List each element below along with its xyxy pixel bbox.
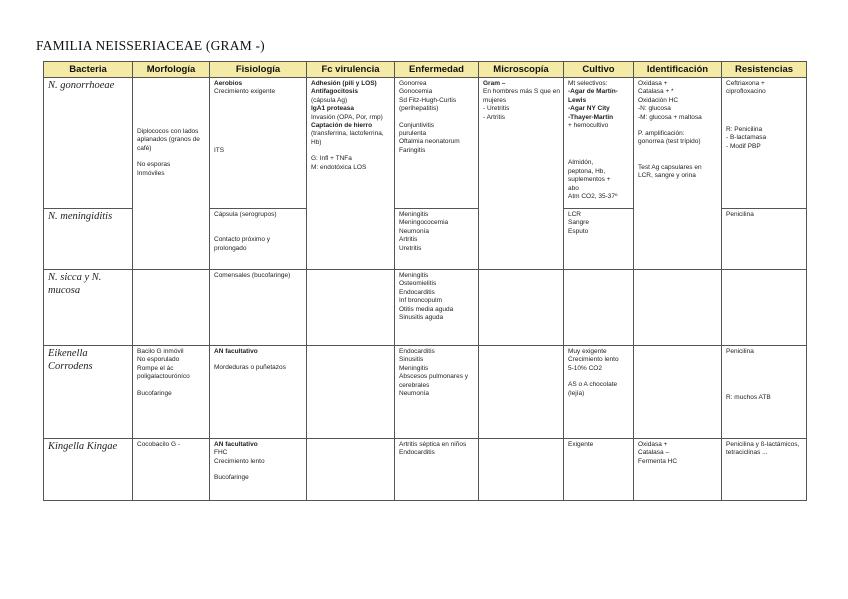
cell-line: Meningitis [399,211,429,218]
enfermedad-cell [395,439,479,501]
cell-line: Bacilo G inmóvil [137,348,184,355]
cell-line: M: endotóxica LOS [311,163,367,171]
enfermedad-cell [395,209,479,270]
cell-line: FHC [214,449,228,457]
cell-line: Bucofaringe [137,389,172,397]
cell-line: Exigente [568,441,594,448]
cell-line: Meningococemia [399,219,449,227]
cell-line: Uretritis [399,244,422,252]
cell-line: Ceftriaxona + [726,80,765,87]
cell-line: Meningitis [399,272,429,279]
fisiologia-cell [210,209,307,270]
virulencia-cell [307,439,395,501]
enfermedad-cell [395,270,479,346]
cell-line: + hemocultivo [568,122,609,130]
cell-line: tetraciclinas ... [726,449,768,457]
cell-line: Conjuntivitis [399,121,435,129]
cell-line: Otitis media aguda [399,305,454,313]
fisiologia-cell [210,439,307,501]
bacteria-name: Kingella Kingae [48,441,118,452]
cell-line: Cápsula (serogrupos) [214,211,277,218]
cell-line: Rompe el ác poligalactouróníco [137,364,190,381]
cell-line: suplementos + [568,176,611,184]
cell-line: Oxidación HC [638,96,679,104]
cell-line: Adhesión (pili y LOS) [311,80,377,87]
cell-line: - Modif PBP [726,142,761,150]
cell-line: Atm CO2, 35-37º [568,193,618,201]
document-title: FAMILIA NEISSERIACEAE (GRAM -) [36,38,265,53]
cell-line: AN facultativo [214,441,258,448]
cell-line: -Agar NY City [568,105,610,113]
resistencias-cell [722,270,807,346]
cell-line: abo [568,184,579,192]
cell-line: Antifagocitosis [311,88,358,96]
cell-line: Captación de hierro [311,122,373,130]
header-fisiologia: Fisiología [210,62,307,78]
morfologia-cell [133,270,210,346]
cell-line: IgA1 proteasa [311,105,354,113]
bacteria-cell [44,78,133,209]
resistencias-cell [722,439,807,501]
cell-line: Inmóviles [137,169,165,177]
cell-line: Mordeduras o puñetazos [214,364,286,372]
cell-line: AS o A chocolate (lejía) [568,381,618,397]
cell-line: Comensales (bucofaringe) [214,272,291,279]
header-cultivo: Cultivo [564,62,634,78]
header-identificacion: Identificación [634,62,722,78]
cell-line: Penicilina [726,211,754,218]
cell-line: No esporas [137,161,171,169]
bacteria-name: N. meningiditis [48,211,113,222]
morfologia-cell [133,439,210,501]
cell-line: Sd Fitz-Hugh-Curtis [399,96,457,104]
cultivo-cell [564,209,634,270]
enfermedad-cell [395,346,479,439]
neisseriaceae-table [43,61,807,501]
cell-line: R: Penicilina [726,125,763,133]
cell-line: ciprofloxacino [726,88,766,96]
cell-line: Oxidasa + [638,441,668,448]
cell-line: Abscesos pulmonares y cerebrales [399,373,469,389]
cell-line: Sangre [568,219,589,227]
cell-line: Neumonía [399,390,429,398]
cell-line: Mt selectivos: [568,80,608,87]
cell-line: Crecimiento lento [568,356,619,364]
cell-line: -N: glucosa [638,105,671,113]
cell-line: Almidón, [568,159,594,167]
cell-line: (transferrina, lactoferrina, Hb) [311,130,384,146]
morfologia-cell [133,346,210,439]
table-row [44,439,807,501]
enfermedad-cell [395,78,479,209]
fisiologia-cell [210,270,307,346]
virulencia-cell [307,78,395,270]
cell-line: - B-lactamasa [726,134,767,142]
cell-line: Invasión (OPA, Por, rmp) [311,113,383,121]
identificacion-cell [634,78,722,270]
cell-line: En hombres más S que en mujeres [483,88,560,104]
cell-line: Oxidasa + [638,80,668,87]
cell-line: Sinusitis [399,356,424,364]
cell-line: Neumonía [399,227,429,235]
cell-line: Test Ag capsulares en LCR, sangre y orina [638,163,702,180]
cell-line: Meningitis [399,364,429,372]
cell-line: Muy exigente [568,348,607,355]
resistencias-cell [722,209,807,270]
cell-line: (perihepatitis) [399,105,439,113]
cell-line: P. amplificación: [638,130,685,138]
cell-line: Faringitis [399,146,426,154]
cell-line: purulenta [399,130,427,138]
virulencia-cell [307,346,395,439]
bacteria-name: N. gonorrhoeae [48,80,115,91]
cell-line: Gram – [483,80,506,87]
cultivo-cell [564,78,634,209]
cultivo-cell [564,439,634,501]
cell-line: - Uretritis [483,105,510,113]
cell-line: gonorrea (test trípido) [638,138,701,146]
morfologia-cell [133,78,210,270]
cell-line: (cápsula Ag) [311,96,348,104]
cell-line: G: Infl + TNFa [311,155,352,163]
cell-line: Inf broncopulm [399,297,442,305]
table-row [44,78,807,209]
cell-line: AN facultativo [214,348,258,355]
cell-line: -M: glucosa + maltosa [638,113,702,121]
table-row [44,270,807,346]
cell-line: Endocarditis [399,288,435,296]
fisiologia-cell [210,78,307,209]
cultivo-cell [564,346,634,439]
resistencias-cell [722,346,807,439]
cell-line: R: muchos ATB [726,394,771,402]
bacteria-name: N. sicca y N. mucosa [48,272,102,296]
cell-line: Osteomielitis [399,280,437,288]
cell-line: Sinusitis aguda [399,314,444,322]
resistencias-cell [722,78,807,209]
identificacion-cell [634,346,722,439]
cell-line: Cocobacilo G - [137,441,180,448]
identificacion-cell [634,270,722,346]
cell-line: - Artritis [483,113,506,121]
virulencia-cell [307,270,395,346]
cell-line: -Agar de Martín-Lewis [568,88,618,104]
microscopia-cell [479,346,564,439]
microscopia-cell [479,78,564,270]
fisiologia-cell [210,346,307,439]
cell-line: peptona, Hb, [568,167,606,175]
cell-line: Esputo [568,227,589,235]
bacteria-cell [44,346,133,439]
cell-line: Fermenta HC [638,457,678,465]
header-microscopia: Microscopía [479,62,564,78]
bacteria-cell [44,270,133,346]
cell-line: -Thayer-Martin [568,113,614,121]
cell-line: Aerobios [214,80,243,87]
cell-line: Artritis séptica en niños [399,441,467,448]
identificacion-cell [634,439,722,501]
cell-line: 5-10% CO2 [568,364,602,372]
cell-line: LCR [568,211,582,218]
cell-line: Penicilina y ß-lactámicos, [726,441,800,448]
cell-line: Gonocemia [399,88,433,96]
cell-line: Catalasa – [638,449,670,457]
header-row [44,62,807,78]
cell-line: Penicilina [726,348,754,355]
header-morfologia: Morfología [133,62,210,78]
bacteria-cell [44,209,133,270]
bacteria-cell [44,439,133,501]
header-enfermedad: Enfermedad [395,62,479,78]
microscopia-cell [479,270,564,346]
cell-line: Endocarditis [399,449,435,457]
cell-line: Catalasa + * [638,88,674,96]
cell-line: Gonorrea [399,80,427,87]
cell-line: No esporulado [137,356,180,364]
cell-line: Endocarditis [399,348,435,355]
microscopia-cell [479,439,564,501]
cultivo-cell [564,270,634,346]
cell-line: Oftalmia neonatorum [399,138,460,146]
cell-line: Artritis [399,236,418,244]
cell-line: Bucofaringe [214,474,249,482]
cell-line: Crecimiento lento [214,457,265,465]
bacteria-name: Eikenella Corrodens [48,348,93,372]
header-virulencia: Fc virulencia [307,62,395,78]
cell-line: Contacto próximo y prolongado [214,236,270,252]
table-row [44,346,807,439]
cell-line: ITS [214,146,225,154]
cell-line: Crecimiento exigente [214,88,276,96]
header-bacteria: Bacteria [44,62,133,78]
header-resistencias: Resistencias [722,62,807,78]
cell-line: Diplococos con lados aplanados (granos de café) [137,128,200,152]
